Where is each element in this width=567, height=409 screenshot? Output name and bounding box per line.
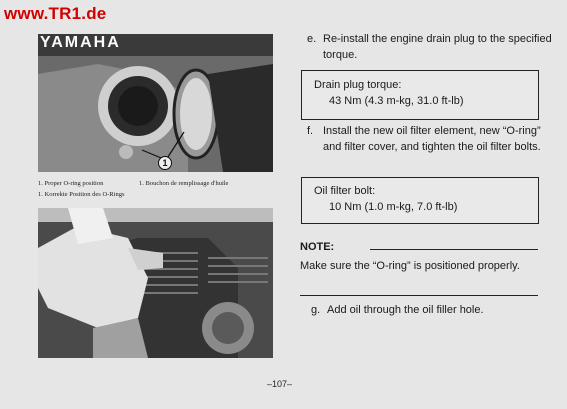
oil-filling-illustration bbox=[38, 208, 273, 358]
callout-marker: 1 bbox=[158, 156, 172, 170]
step-g-text: Add oil through the oil filler hole. bbox=[327, 304, 484, 316]
spec-filter-label: Oil filter bolt: bbox=[314, 185, 376, 197]
oil-filter-illustration bbox=[38, 34, 273, 172]
engine-photo-top bbox=[38, 34, 273, 172]
spec-filter-value: 10 Nm (1.0 m-kg, 7.0 ft-lb) bbox=[329, 201, 458, 213]
note-text: Make sure the “O-ring” is positioned properly. bbox=[300, 260, 520, 272]
caption-de: 1. Korrekte Position des O-Rings bbox=[38, 191, 125, 198]
note-rule-bottom bbox=[300, 295, 538, 296]
page-number: –107– bbox=[267, 379, 293, 389]
step-f-marker: f. bbox=[307, 125, 314, 137]
spec-oil-filter-bolt bbox=[301, 177, 539, 224]
engine-photo-bottom bbox=[38, 208, 273, 358]
step-g-marker: g. bbox=[311, 304, 321, 316]
step-e-text: Re-install the engine drain plug to the specified torque. bbox=[323, 33, 552, 61]
watermark: www.TR1.de bbox=[4, 4, 107, 23]
spec-drain-label: Drain plug torque: bbox=[314, 79, 402, 91]
caption-fr: 1. Bouchon de remplissage d'huile bbox=[139, 180, 229, 187]
spec-drain-value: 43 Nm (4.3 m-kg, 31.0 ft-lb) bbox=[329, 95, 464, 107]
step-e-marker: e. bbox=[307, 33, 317, 45]
brand-label: YAMAHA bbox=[40, 34, 121, 51]
caption-en: 1. Proper O-ring position bbox=[38, 180, 104, 187]
note-rule-top bbox=[370, 249, 538, 250]
step-f-text: Install the new oil filter element, new “O-ring” and filter cover, and tighten the oil filter bolts. bbox=[323, 125, 541, 153]
spec-drain-plug bbox=[301, 70, 539, 120]
note-heading: NOTE: bbox=[300, 241, 335, 253]
